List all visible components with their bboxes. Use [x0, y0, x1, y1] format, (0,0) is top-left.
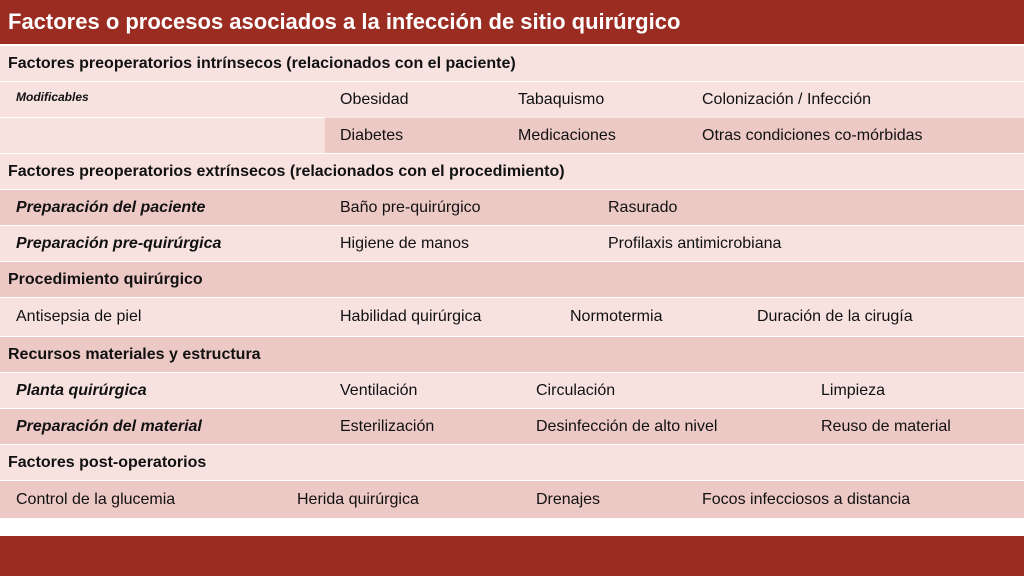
table-cell: Esterilización	[340, 417, 435, 435]
table-cell: Antisepsia de piel	[16, 308, 142, 325]
table-cell: Baño pre-quirúrgico	[340, 198, 481, 216]
table-cell: Obesidad	[340, 90, 409, 108]
table-cell: Herida quirúrgica	[297, 490, 419, 508]
section-header-label: Factores post-operatorios	[8, 454, 207, 471]
row-label: Preparación pre-quirúrgica	[16, 234, 222, 252]
table-row	[0, 373, 1024, 409]
row-label: Preparación del paciente	[16, 198, 206, 216]
section-header-post	[0, 445, 1024, 481]
table-cell: Habilidad quirúrgica	[340, 308, 482, 325]
table-cell: Duración de la cirugía	[757, 308, 913, 325]
table-cell: Medicaciones	[518, 126, 616, 144]
table-row	[0, 298, 1024, 337]
table-cell: Focos infecciosos a distancia	[702, 490, 911, 508]
table-row	[0, 481, 1024, 519]
section-header-procedure	[0, 262, 1024, 298]
section-header-resources	[0, 337, 1024, 373]
table-cell: Diabetes	[340, 126, 404, 144]
table-row	[0, 409, 1024, 445]
table-cell: Higiene de manos	[340, 234, 469, 252]
table-cell: Reuso de material	[821, 417, 951, 435]
table-row	[0, 118, 1024, 154]
section-header-intrinsic	[0, 46, 1024, 82]
table-cell: Profilaxis antimicrobiana	[608, 234, 782, 252]
table-cell: Tabaquismo	[518, 90, 605, 108]
table-cell: Rasurado	[608, 198, 678, 216]
table-cell: Drenajes	[536, 490, 601, 508]
row-label: Planta quirúrgica	[16, 381, 147, 399]
table-row	[0, 82, 1024, 118]
section-header-label: Recursos materiales y estructura	[8, 346, 261, 363]
row-bg	[325, 82, 1024, 118]
section-header-extrinsic	[0, 154, 1024, 190]
row-label: Preparación del material	[16, 417, 202, 435]
footer-bar	[0, 536, 1024, 576]
table-row	[0, 226, 1024, 262]
table-cell: Otras condiciones co-mórbidas	[702, 126, 923, 144]
table-cell: Normotermia	[570, 308, 663, 325]
section-header-label: Factores preoperatorios extrínsecos (relacionados con el procedimiento)	[8, 163, 565, 180]
row-label-modificables: Modificables	[16, 90, 89, 104]
table-cell: Circulación	[536, 381, 616, 399]
table-cell: Control de la glucemia	[16, 490, 176, 508]
table-cell: Desinfección de alto nivel	[536, 417, 718, 435]
table-row	[0, 190, 1024, 226]
section-header-label: Procedimiento quirúrgico	[8, 271, 203, 288]
factors-table	[0, 46, 1024, 519]
table-cell: Ventilación	[340, 381, 418, 399]
table-cell: Colonización / Infección	[702, 90, 871, 108]
table-cell: Limpieza	[821, 381, 886, 399]
slide-title: Factores o procesos asociados a la infección de sitio quirúrgico	[0, 0, 1024, 44]
section-header-label: Factores preoperatorios intrínsecos (relacionados con el paciente)	[8, 55, 516, 72]
